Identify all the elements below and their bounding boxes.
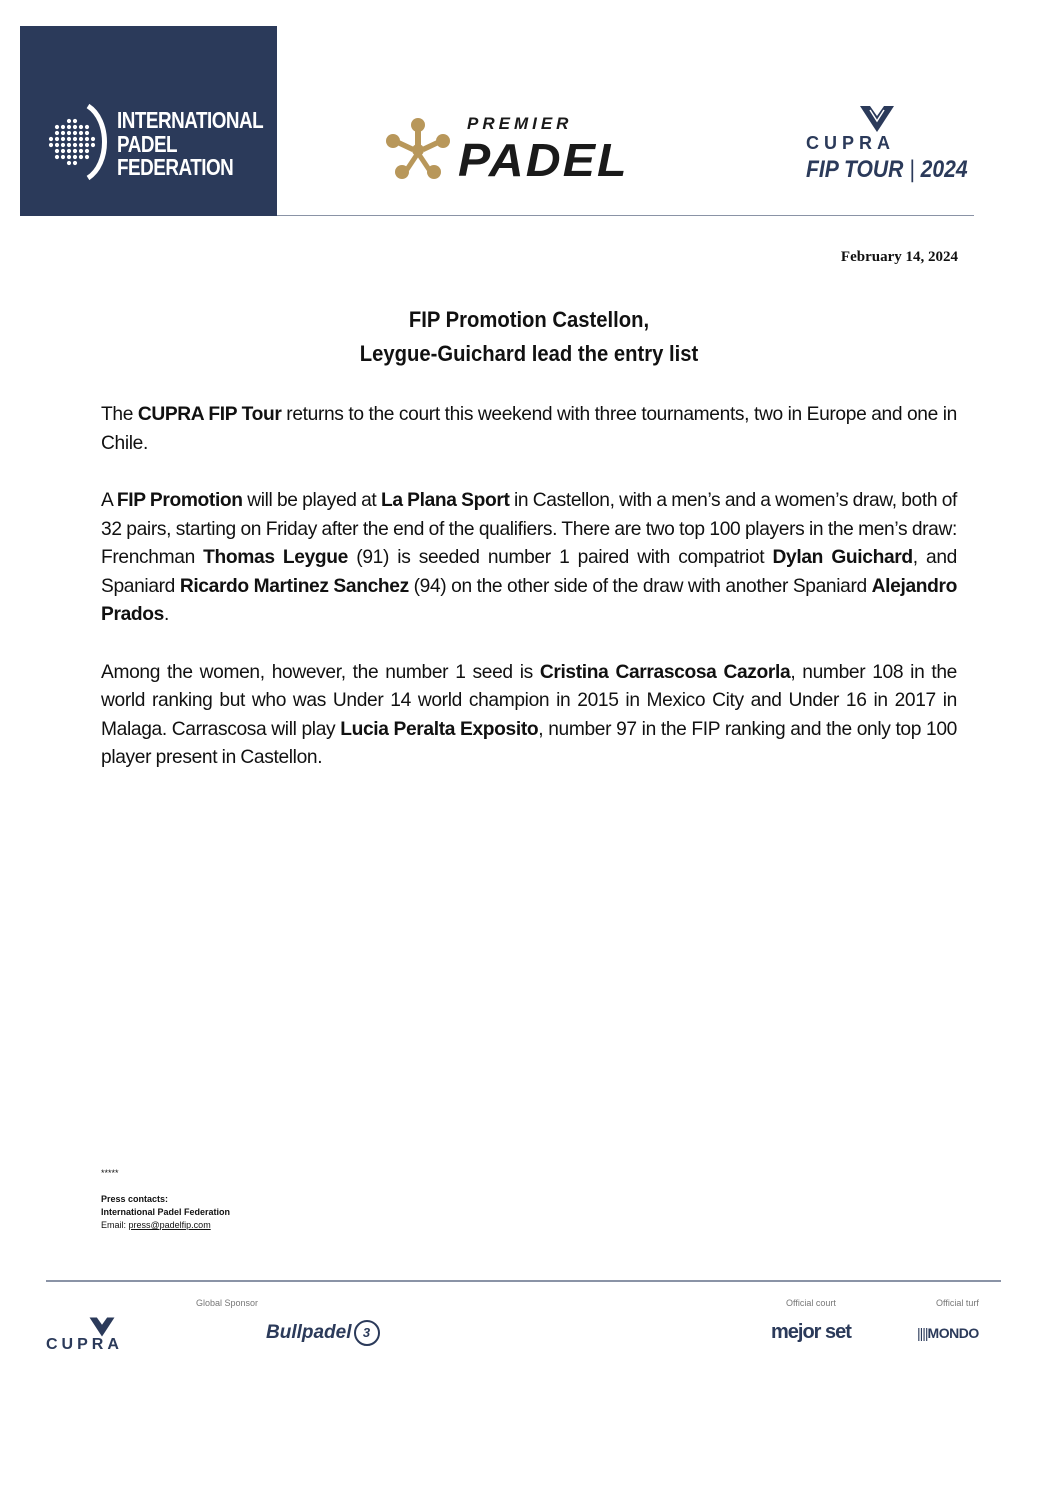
- fip-ball-dot: [67, 155, 71, 159]
- fip-logo-block: [20, 26, 277, 216]
- fip-logo-line: PADEL: [117, 130, 178, 157]
- bold-text: CUPRA FIP Tour: [137, 404, 282, 425]
- text: (91) is seeded number 1 paired with compatriot: [348, 547, 773, 568]
- title-line-1: FIP Promotion Castellon,: [408, 307, 650, 332]
- fip-logo-text: [117, 109, 263, 180]
- fip-ball-dot: [79, 137, 83, 141]
- press-heading: Press contacts:: [101, 1194, 169, 1204]
- fip-ball-dot: [61, 149, 65, 153]
- bold-text: Lucia Peralta Exposito: [340, 718, 539, 740]
- footer-divider: [46, 1280, 1001, 1282]
- fip-ball-dot: [73, 125, 77, 129]
- fip-ball-dot: [55, 131, 59, 135]
- text: will be played at: [242, 490, 381, 511]
- bold-text: Cristina Carrascosa Cazorla: [539, 661, 791, 683]
- fip-ball-dot: [55, 125, 59, 129]
- fip-ball-dot: [61, 137, 65, 141]
- fip-logo-line: FEDERATION: [117, 154, 234, 180]
- text: in Castellon, with a men’s and a women’s draw, both of 32 pairs, starting on Friday after the end of the qualifiers. There are two top 100 players in the men’s draw: Frenchman: [101, 490, 957, 568]
- fip-ball-dot: [67, 125, 71, 129]
- premier-padel-flower-icon: [385, 115, 451, 183]
- text: , number 108 in the world ranking but who was Under 14 world champion in 2015 in Mexico City and Under 16 in 2017 in Malaga. Carrascosa will play: [101, 661, 958, 740]
- fip-ball-dot: [73, 149, 77, 153]
- email-label: Email:: [101, 1220, 129, 1230]
- mondo-text: MONDO: [927, 1325, 979, 1341]
- title-line-2: Leygue-Guichard lead the entry list: [359, 341, 699, 366]
- mejorset-logo: mejor set: [771, 1321, 851, 1343]
- text: , number 97 in the FIP ranking and the only top 100 player present in Castellon.: [101, 718, 957, 768]
- paragraph-3: [101, 659, 957, 773]
- fip-ball-dot: [79, 155, 83, 159]
- fip-ball-dot: [85, 149, 89, 153]
- fip-tour-year: 2024: [920, 156, 968, 183]
- separator-stars: *****: [101, 1168, 119, 1178]
- bold-text: Dylan Guichard: [772, 547, 913, 568]
- fip-ball-dot: [73, 161, 77, 165]
- premier-text: PREMIER: [467, 114, 573, 133]
- fip-ball-dot: [49, 137, 53, 141]
- fip-ball-dot: [79, 125, 83, 129]
- fip-ball-dot: [67, 119, 71, 123]
- paragraph-2: [101, 487, 957, 630]
- bullpadel-logo: [266, 1320, 380, 1346]
- bullpadel-badge-icon: 3: [354, 1320, 380, 1346]
- fip-ball-dot: [85, 155, 89, 159]
- press-release-date: February 14, 2024: [840, 249, 958, 265]
- text: Among the women, however, the number 1 seed is: [101, 661, 540, 683]
- fip-ball-dot: [73, 119, 77, 123]
- fip-ball-dot: [55, 143, 59, 147]
- bold-text: FIP Promotion: [116, 490, 243, 511]
- cupra-wordmark: CUPRA: [806, 133, 896, 153]
- fip-ball-dot: [67, 149, 71, 153]
- fip-ball-dot: [61, 155, 65, 159]
- text: , and Spaniard: [101, 547, 957, 597]
- text: (94) on the other side of the draw with another Spaniard: [408, 575, 872, 597]
- fip-ball-dot: [55, 155, 59, 159]
- mondo-logo: [917, 1325, 979, 1341]
- fip-ball-dot: [73, 143, 77, 147]
- fip-ball-dot: [73, 137, 77, 141]
- bold-text: Ricardo Martinez Sanchez: [179, 575, 409, 597]
- fip-ball-dot: [85, 131, 89, 135]
- fip-ball-dot: [61, 143, 65, 147]
- fip-tour-label: FIP TOUR: [806, 156, 904, 183]
- bold-text: Thomas Leygue: [203, 547, 348, 568]
- press-contacts: [101, 1167, 230, 1232]
- fip-ball-dot: [55, 149, 59, 153]
- fip-ball-dot: [49, 143, 53, 147]
- fip-logo-line: INTERNATIONAL: [117, 107, 264, 133]
- text: .: [163, 604, 169, 625]
- fip-ball-dot: [67, 143, 71, 147]
- padel-text: PADEL: [458, 134, 629, 186]
- header-divider: [277, 215, 974, 216]
- press-email-line: [101, 1219, 230, 1232]
- fip-ball-icon: [48, 100, 110, 184]
- fip-ball-dot: [91, 137, 95, 141]
- global-sponsor-label: Global Sponsor: [196, 1298, 259, 1308]
- fip-ball-dot: [79, 131, 83, 135]
- paragraph-1: [101, 401, 957, 458]
- official-turf-label: Official turf: [936, 1298, 979, 1308]
- fip-ball-dot: [55, 137, 59, 141]
- fip-ball-dot: [79, 149, 83, 153]
- fip-ball-dot: [61, 125, 65, 129]
- fip-ball-dot: [67, 137, 71, 141]
- fip-ball-dot: [61, 131, 65, 135]
- press-email-link[interactable]: press@padelfip.com: [128, 1220, 211, 1230]
- cupra-footer-logo: CUPRA: [46, 1336, 123, 1353]
- fip-ball-dot: [91, 143, 95, 147]
- fip-tour-divider: |: [909, 156, 921, 183]
- cupra-triangle-icon: [858, 104, 896, 134]
- article-body: [101, 401, 957, 802]
- text: returns to the court this weekend with three tournaments, two in Europe and one in Chile.: [101, 404, 957, 454]
- fip-ball-dot: [85, 143, 89, 147]
- fip-ball-dot: [85, 137, 89, 141]
- press-release-title: [42, 303, 1015, 371]
- fip-ball-dot: [73, 131, 77, 135]
- cupra-footer-icon: [88, 1316, 116, 1338]
- mondo-stripes-icon: ||||: [917, 1325, 928, 1341]
- fip-ball-dot: [67, 161, 71, 165]
- bold-text: Alejandro Prados: [101, 575, 957, 625]
- fip-tour-title: [806, 156, 968, 184]
- bold-text: La Plana Sport: [380, 490, 510, 511]
- fip-ball-dot: [73, 155, 77, 159]
- fip-ball-dot: [67, 131, 71, 135]
- official-court-label: Official court: [786, 1298, 836, 1308]
- text: The: [101, 404, 138, 425]
- bullpadel-text: Bullpadel: [266, 1322, 352, 1344]
- text: A: [101, 490, 117, 511]
- fip-ball-dot: [79, 143, 83, 147]
- press-organization: International Padel Federation: [101, 1207, 231, 1217]
- fip-ball-dot: [85, 125, 89, 129]
